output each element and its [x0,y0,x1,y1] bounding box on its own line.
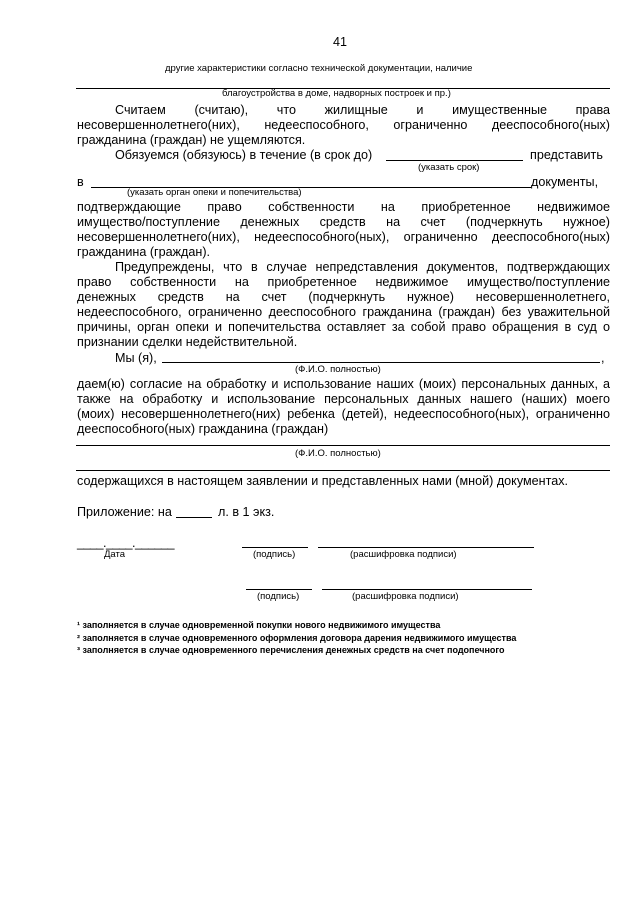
fio-hint-1: (Ф.И.О. полностью) [295,364,381,375]
warned-line-2: право собственности на приобретенное недвижимое имущество/поступление [77,275,610,289]
date-field[interactable]: ____.____.______ [77,536,175,550]
consent-line-2: также на обработку и использование персональных данных нашего (наших) моего [77,392,610,406]
consider-line-2: несовершеннолетнего(них), недееспособного, ограниченно дееспособного(ных) [77,118,610,132]
confirm-line-4: гражданина (граждан). [77,245,211,259]
footnote-3: ³ заполняется в случае одновременного перечисления денежных средств на счет подопечного [77,645,505,655]
page-number: 41 [333,35,348,49]
characteristics-text: другие характеристики согласно технической документации, наличие [165,63,473,74]
authority-hint: (указать орган опеки и попечительства) [127,187,302,198]
we-label: Мы (я), [115,351,157,365]
confirm-line-1: подтверждающие право собственности на приобретенное недвижимое [77,200,610,214]
consent-line-1: даем(ю) согласие на обработку и использование наших (моих) персональных данных, а [77,377,610,391]
oblige-text: Обязуемся (обязуюсь) в течение (в срок до) [115,148,373,162]
decode-field-1[interactable] [318,547,534,548]
term-hint: (указать срок) [418,162,480,173]
attachment-prefix: Приложение: на [77,505,172,519]
signature-field-2[interactable] [246,589,312,590]
consider-line-1: Считаем (считаю), что жилищные и имущественные права [115,103,610,117]
consider-line-3: гражданина (граждан) не ущемляются. [77,133,306,147]
fio-field-1[interactable] [162,362,600,363]
signature-hint-2: (подпись) [257,591,300,602]
warned-line-5: причины, орган опеки и попечительства оставляет за собой право обращения в суд о [77,320,610,334]
improvements-text: благоустройства в доме, надворных построек и пр.) [222,88,451,99]
warned-line-3: денежных средств на счет (подчеркнуть нужное) несовершеннолетнего, [77,290,610,304]
signature-hint-1: (подпись) [253,549,296,560]
fio-field-3[interactable] [76,470,610,471]
contained-text: содержащихся в настоящем заявлении и представленных нами (мной) документах. [77,474,569,488]
date-label: Дата [104,549,126,560]
documents-text: документы, [531,175,599,189]
signature-field-1[interactable] [242,547,308,548]
footnote-1: ¹ заполняется в случае одновременной покупки нового недвижимого имущества [77,620,441,630]
consent-line-4: дееспособного(ных) гражданина (граждан) [77,422,329,436]
warned-line-4: недееспособного, ограниченно дееспособного гражданина (граждан) без уважительной [77,305,610,319]
decode-field-2[interactable] [322,589,532,590]
present-text: представить [530,148,603,162]
attachment-pages-field[interactable] [176,517,212,518]
attachment-suffix: л. в 1 экз. [218,505,275,519]
decode-hint-2: (расшифровка подписи) [352,591,459,602]
confirm-line-3: несовершеннолетнего(них), недееспособного(ных), ограниченно дееспособного(ных) [77,230,610,244]
warned-line-1: Предупреждены, что в случае непредставления документов, подтверждающих [115,260,610,274]
decode-hint-1: (расшифровка подписи) [350,549,457,560]
footnote-2: ² заполняется в случае одновременного оформления договора дарения недвижимого имущества [77,633,517,643]
term-field[interactable] [386,160,523,161]
warned-line-6: признании сделки недействительной. [77,335,298,349]
we-comma: , [601,351,605,365]
prefix-in: в [77,175,84,189]
consent-line-3: (моих) несовершеннолетнего(них) ребенка (детей), недееспособного(ных), ограниченно [77,407,610,421]
fio-hint-2: (Ф.И.О. полностью) [295,448,381,459]
confirm-line-2: имущество/поступление денежных средств на счет (подчеркнуть нужное) [77,215,610,229]
fio-field-2[interactable] [76,445,610,446]
